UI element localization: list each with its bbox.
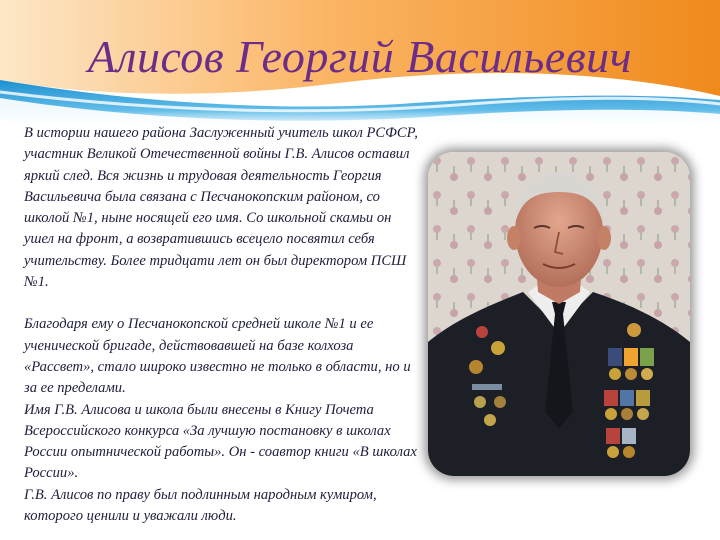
portrait-photo [428, 152, 690, 476]
paragraph-1: В истории нашего района Заслуженный учитель школ РСФСР, участник Великой Отечественной войны Г.В. Алисов оставил яркий след. Вся жизнь и трудовая деятельность Георгия Васильевича была связана с Песчанокопским районом, со школой №1, ныне носящей его имя. Со школьной скамьи он ушел на фронт, а возвратившись всецело посвятил себя учительству. Более тридцати лет он был директором ПСШ №1. [24, 125, 418, 291]
biography-text [24, 123, 424, 527]
portrait-photo-icon [428, 152, 690, 476]
page-title: Алисов Георгий Васильевич [87, 31, 633, 82]
paragraph-4: Г.В. Алисов по праву был подлинным народным кумиром, которого ценили и уважали люди. [24, 486, 377, 525]
paragraph-spacer [24, 293, 424, 314]
paragraph-2: Благодаря ему о Песчанокопской средней школе №1 и ее ученической бригаде, действовавшей на базе колхоза «Рассвет», стало широко известно не только в области, но и за ее пределами. [24, 316, 411, 397]
paragraph-3: Имя Г.В. Алисова и школа были внесены в Книгу Почета Всероссийского конкурса «За лучшую постановку в школах России опытнической работы». Он - соавтор книги «В школах России». [24, 401, 417, 482]
